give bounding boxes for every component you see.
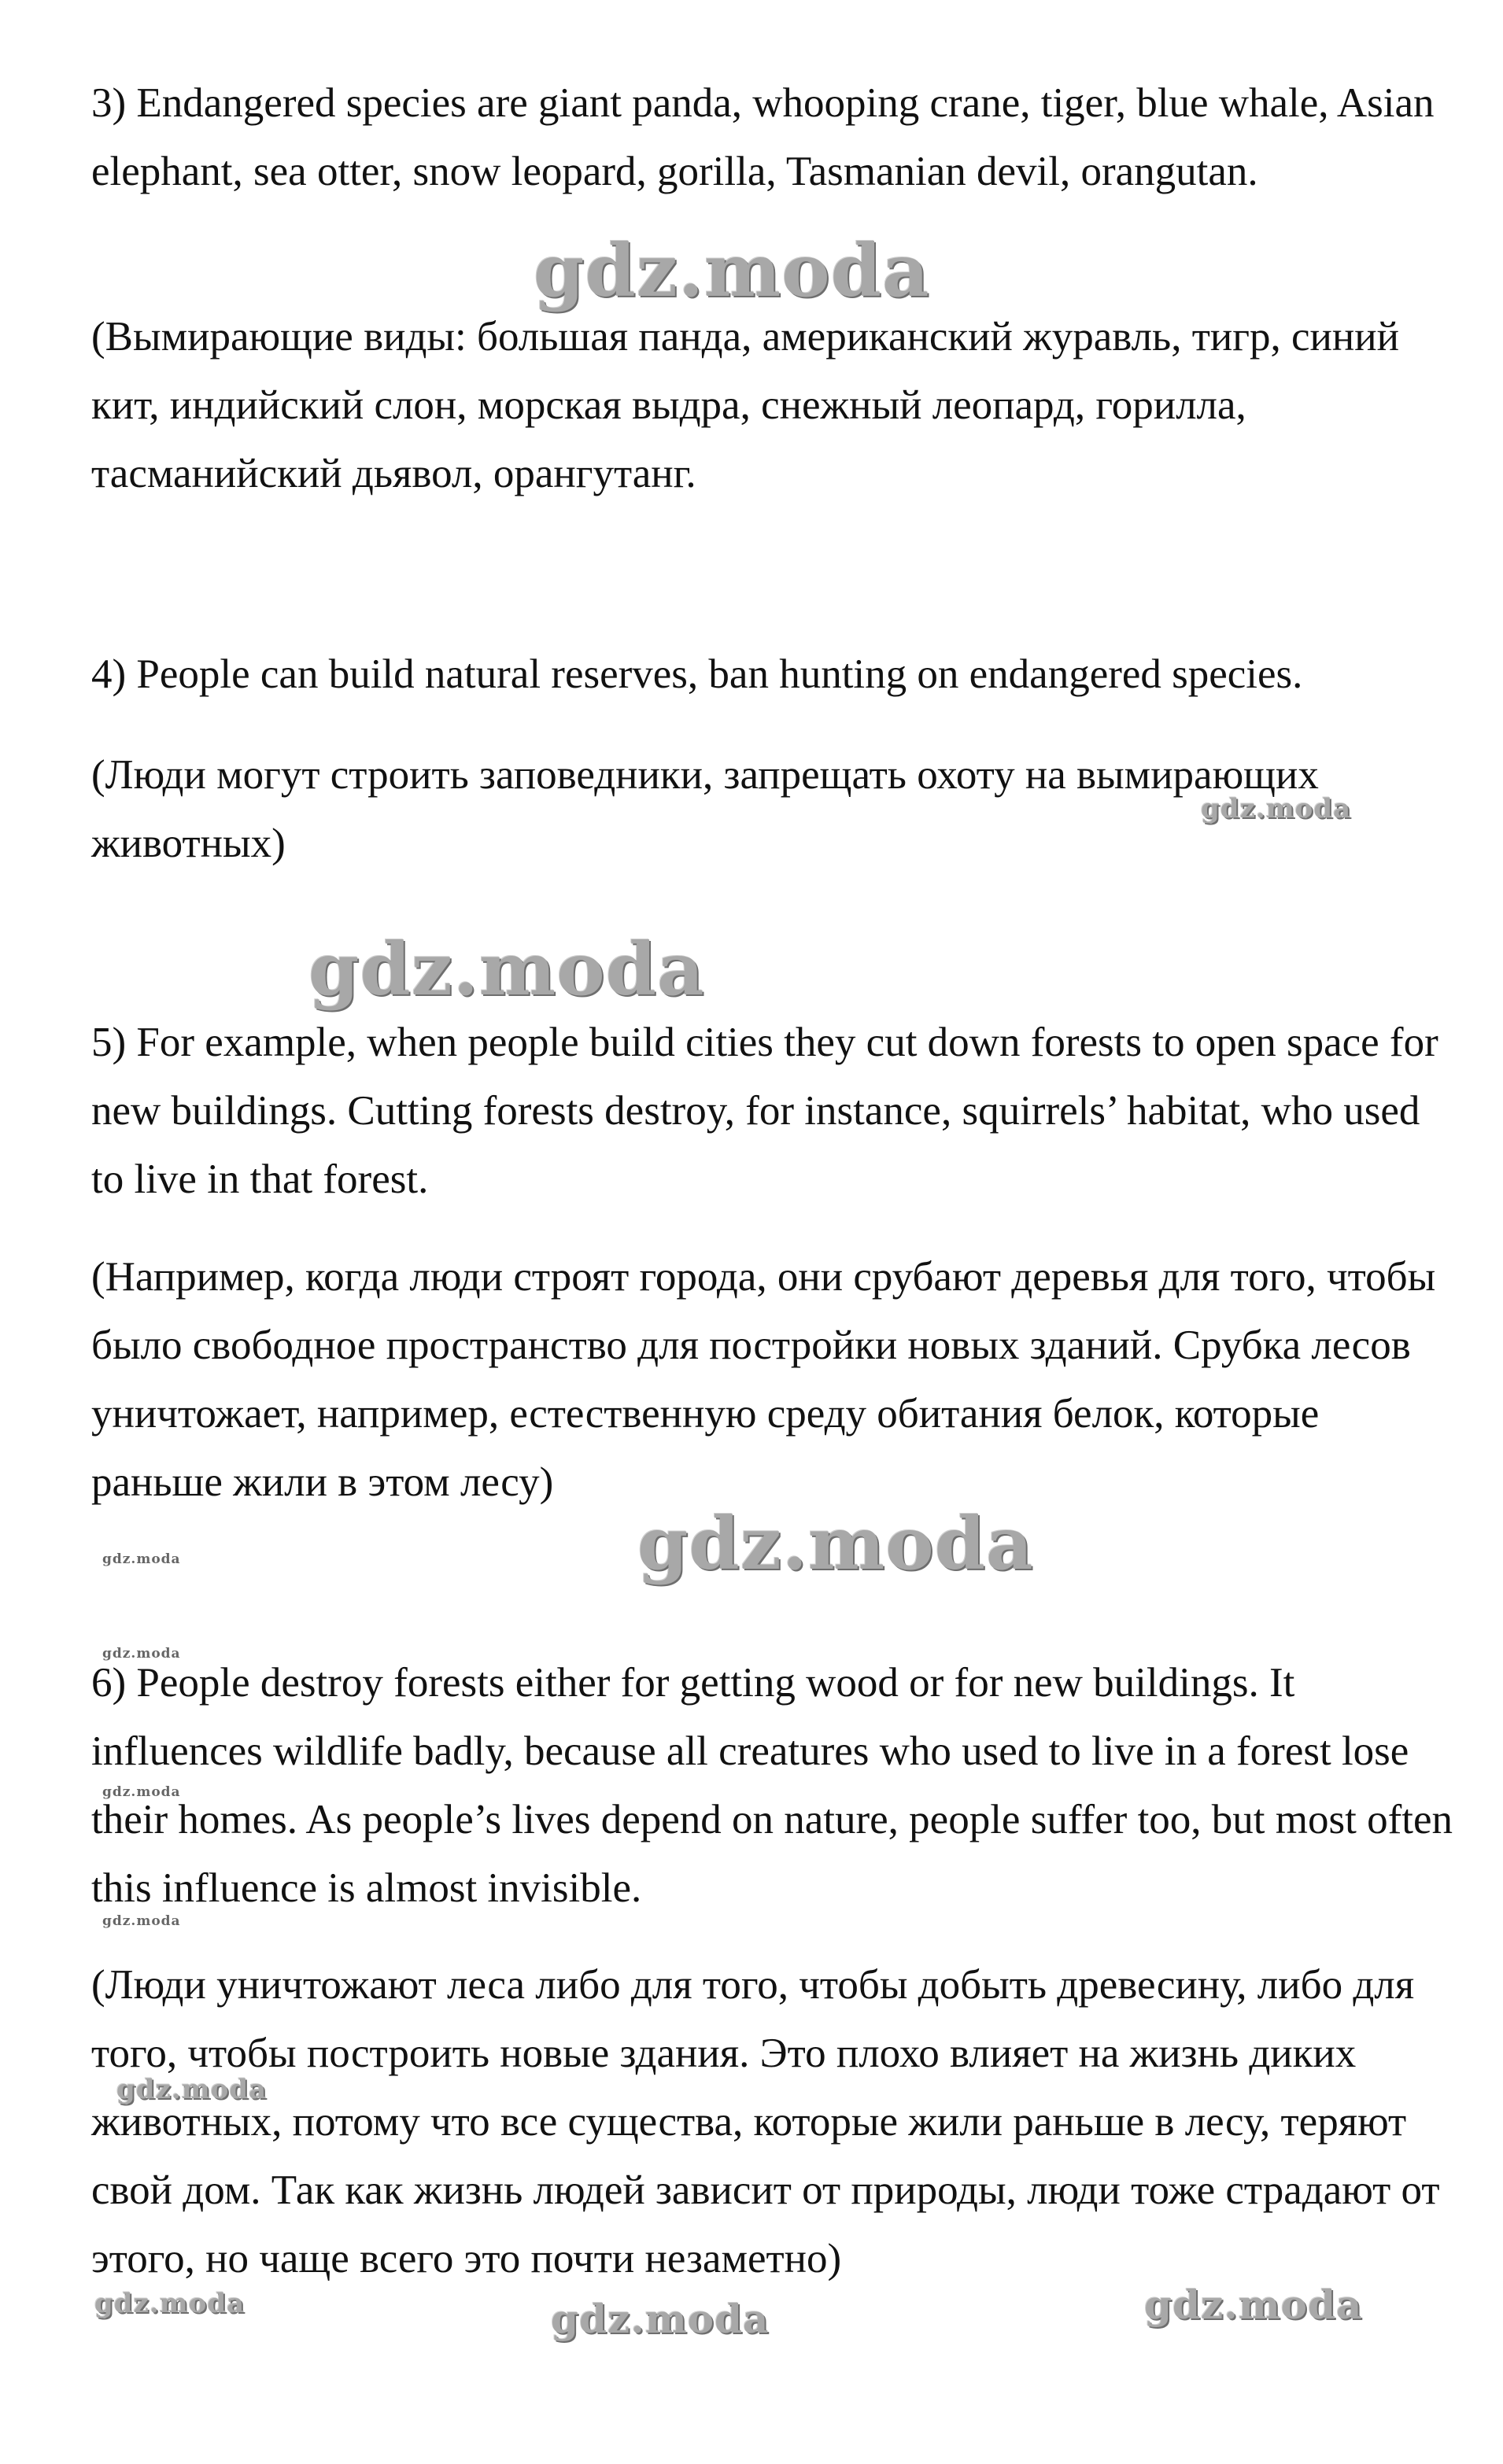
watermark-logo: gdz.moda <box>102 1646 181 1662</box>
answer-3-english: 3) Endangered species are giant panda, whooping crane, tiger, blue whale, Asian elephant, sea otter, snow leopard, gorilla, Tasmanian devil, orangutan. <box>91 80 1435 194</box>
answer-5-russian: (Например, когда люди строят города, они срубают деревья для того, чтобы было свободное пространство для постройки новых зданий. Срубка лесов уничтожает, например, естественную среду обитания белок, которые раньше жили в этом лесу) <box>91 1254 1436 1505</box>
answer-6-english: 6) People destroy forests either for getting wood or for new buildings. It influences wildlife badly, because all creatures who used to live in a forest lose their homes. As people’s lives depend on nature, people suffer too, but most often this influence is almost invisible. <box>91 1660 1453 1911</box>
answer-6-russian: (Люди уничтожают леса либо для того, чтобы добыть древесину, либо для того, чтобы построить новые здания. Это плохо влияет на жизнь диких животных, потому что все существа, которые жили раньше в лесу, теряют свой дом. Так как жизнь людей зависит от природы, люди тоже страдают от этого, но чаще всего это почти незаметно) <box>91 1962 1440 2281</box>
answer-5-english: 5) For example, when people build cities they cut down forests to open space for new buildings. Cutting forests destroy, for instance, squirrels’ habitat, who used to live in that forest. <box>91 1020 1438 1202</box>
watermark-logo: gdz.moda <box>1201 793 1352 824</box>
watermark-logo: gdz.moda <box>116 2074 268 2105</box>
watermark-logo: gdz.moda <box>637 1501 1034 1586</box>
answer-3-russian: (Вымирающие виды: большая панда, американский журавль, тигр, синий кит, индийский слон, морская выдра, снежный леопард, горилла, тасманийский дьявол, орангутанг. <box>91 314 1399 496</box>
watermark-logo: gdz.moda <box>308 927 705 1012</box>
answer-4-russian: (Люди могут строить заповедники, запрещать охоту на вымирающих животных) <box>91 752 1319 866</box>
watermark-logo: gdz.moda <box>551 2296 770 2342</box>
watermark-logo: gdz.moda <box>94 2288 246 2319</box>
watermark-logo: gdz.moda <box>1144 2281 1363 2328</box>
watermark-logo: gdz.moda <box>534 228 930 313</box>
watermark-logo: gdz.moda <box>102 1913 181 1929</box>
watermark-logo: gdz.moda <box>102 1551 181 1567</box>
answer-4-english: 4) People can build natural reserves, ban hunting on endangered species. <box>91 651 1303 697</box>
watermark-logo: gdz.moda <box>102 1784 181 1800</box>
